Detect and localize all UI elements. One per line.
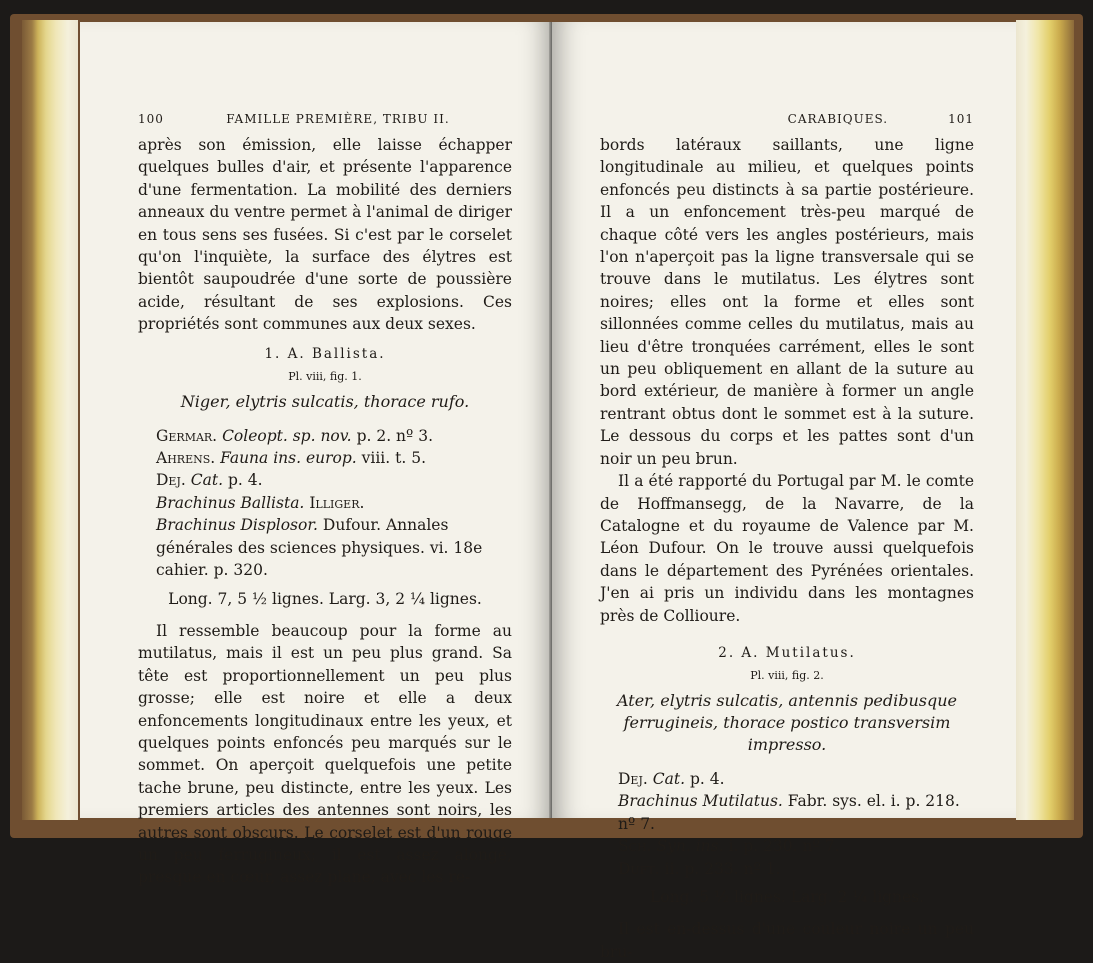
reference-line: [600, 768, 974, 790]
reference-detail: viii. t. 5.: [361, 449, 426, 468]
reference-detail: p. 4.: [227, 471, 263, 490]
left-page-number: 100: [138, 112, 164, 126]
reference-work: Brachinus Displosor.: [156, 516, 318, 535]
left-page-header: [138, 112, 512, 134]
reference-author: Germar.: [156, 426, 218, 445]
reference-author: Duft.: [618, 859, 660, 878]
reference-work: Cat.: [190, 471, 223, 490]
reference-line: [138, 425, 512, 447]
diagnosis-ballista: Niger, elytris sulcatis, thorace rufo.: [180, 391, 470, 411]
left-page-content: [138, 112, 512, 889]
page-edges-left: [22, 20, 78, 820]
reference-work: Fauna ins. europ.: [220, 449, 357, 468]
right-continuation-text: bords latéraux saillants, une ligne longitudinale au milieu, et quelques points enfoncés peu distincts à sa partie postérieure. Il a un enfoncement très-peu marqué de chaque côté vers les angles postérieurs, mais l'on n'aperçoit pas la ligne transversale qui se trouve dans le mutilatus. Les élytres sont noires; elles ont la forme et elles sont sillonnées comme celles du mutilatus, mais au lieu d'être tronquées carrément, elles le sont un peu obliquement en allant de la suture au bord extérieur, de manière à former un angle rentrant obtus dont le sommet est à la suture. Le dessous du corps et les pattes sont d'un noir un peu brun.: [600, 136, 974, 468]
reference-work: Syn. ins.: [656, 837, 724, 856]
reference-work: Brachinus Mutilatus.: [618, 792, 783, 811]
reference-detail: i. p. 230. nº 7.: [728, 837, 840, 856]
measurements-ballista: Long. 7, 5 ½ lignes. Larg. 3, 2 ¼ lignes.: [168, 589, 482, 608]
reference-author: Dej.: [618, 769, 648, 788]
right-page: [552, 22, 1016, 961]
reference-author: Sch.: [618, 837, 652, 856]
reference-detail: ii. p. 233. nº 1.: [664, 859, 781, 878]
measurements-mutilatus: Long. 5 ½ lignes. Larg. 2 ¼ lignes.: [649, 887, 925, 906]
right-page-number: 101: [948, 112, 974, 126]
reference-detail: p. 2. nº 3.: [356, 426, 434, 445]
reference-author: Dej.: [156, 471, 186, 490]
reference-detail: Illiger.: [309, 493, 365, 512]
left-running-head: FAMILLE PREMIÈRE, TRIBU II.: [226, 112, 450, 126]
left-continuation-text: après son émission, elle laisse échapper quelques bulles d'air, et présente l'apparence d'une fermentation. La mobilité des derniers anneaux du ventre permet à l'animal de diriger en tous sens ses fusées. Si c'est par le corselet qu'on l'inquiète, la surface des élytres est bientôt saupoudrée d'une sorte de poussière acide, résultant de ses explosions. Ces propriétés sont communes aux deux sexes.: [138, 136, 512, 334]
reference-line: [600, 835, 974, 857]
reference-author: Ahrens.: [156, 449, 216, 468]
right-page-header: [600, 112, 974, 134]
diagnosis-mutilatus: Ater, elytris sulcatis, antennis pedibusque ferrugineis, thorace postico transversim impresso.: [616, 690, 958, 754]
page-edges-right: [1016, 20, 1074, 820]
habitat-paragraph: Il a été rapporté du Portugal par M. le comte de Hoffmansegg, de la Navarre, de la Catalogne et du royaume de Valence par M. Léon Dufour. On le trouve aussi quelquefois dans le département des Pyrénées orientales. J'en ai pris un individu dans les montagnes près de Collioure.: [600, 472, 974, 625]
reference-line: [138, 469, 512, 491]
description-mutilatus-start: Il est en-dessus d'une couleur noire un peu bru-: [600, 920, 974, 961]
reference-work: Brachinus Ballista.: [156, 493, 305, 512]
reference-line: [600, 858, 974, 880]
species-heading-mutilatus: 2. A. Mutilatus.: [718, 644, 856, 661]
right-page-content: [600, 112, 974, 963]
description-ballista: Il ressemble beaucoup pour la forme au mutilatus, mais il est un peu plus grand. Sa tête est proportionnellement un peu plus grosse; elle est noire et elle a deux enfoncements longitudinaux entre les yeux, et quelques points enfoncés peu marqués sur le sommet. On aperçoit quelquefois une petite tache brune, peu distincte, entre les yeux. Les premiers articles des antennes sont noirs, les autres sont obscurs. Le corselet est d'un rouge un peu ferrugineux; il est assez alongé, presque en cœur, assez plane, avec les re-: [138, 621, 512, 887]
reference-detail: Dufour. Annales générales des sciences physiques. vi. 18e cahier. p. 320.: [156, 516, 483, 580]
reference-work: Cat.: [652, 769, 685, 788]
plate-reference-ballista: Pl. viii, fig. 1.: [288, 369, 362, 383]
reference-line: [600, 790, 974, 835]
species-heading-ballista: 1. A. Ballista.: [264, 345, 386, 362]
reference-detail: Fabr. sys. el. i. p. 218. nº 7.: [618, 792, 960, 833]
reference-detail: p. 4.: [689, 769, 725, 788]
reference-line: [138, 447, 512, 469]
reference-line: [138, 514, 512, 581]
reference-work: Coleopt. sp. nov.: [222, 426, 352, 445]
plate-reference-mutilatus: Pl. viii, fig. 2.: [750, 668, 824, 682]
reference-line: [138, 492, 512, 514]
left-page: [80, 22, 552, 887]
right-running-head: CARABIQUES.: [787, 112, 889, 126]
